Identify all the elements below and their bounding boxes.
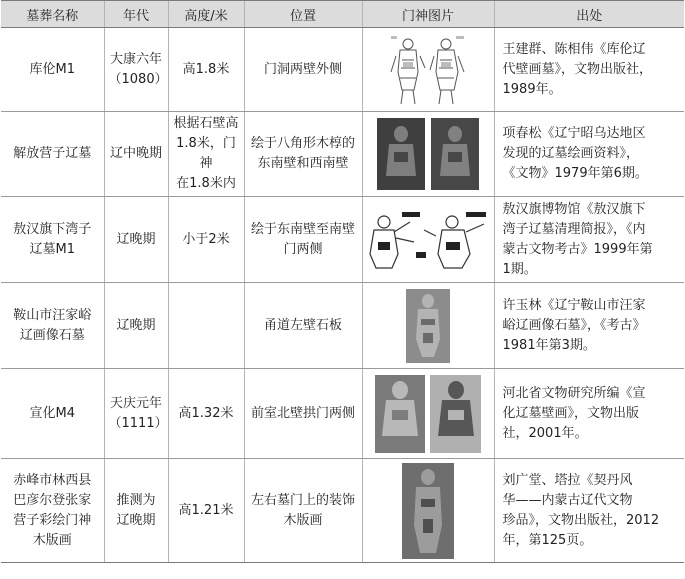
cell-height: 小于2米 xyxy=(168,197,244,283)
cell-period: 辽晚期 xyxy=(104,197,168,283)
table-row xyxy=(1,459,684,563)
header-source: 出处 xyxy=(494,1,684,28)
header-tomb-name: 墓葬名称 xyxy=(1,1,104,28)
cell-source: 河北省文物研究所编《宣 化辽墓壁画》，文物出版 社，2001年。 xyxy=(494,369,684,459)
header-period: 年代 xyxy=(104,1,168,28)
cell-tomb-name: 敖汉旗下湾子 辽墓M1 xyxy=(1,197,104,283)
header-height: 高度/米 xyxy=(168,1,244,28)
cell-source: 许玉林《辽宁鞍山市汪家 峪辽画像石墓》，《考古》 1981年第3期。 xyxy=(494,283,684,369)
door-god-line-drawing-image xyxy=(366,208,490,272)
table-row xyxy=(1,283,684,369)
cell-door-god-image xyxy=(362,197,494,283)
cell-door-god-image xyxy=(362,112,494,197)
cell-location: 前室北壁拱门两侧 xyxy=(244,369,362,459)
cell-door-god-image xyxy=(362,459,494,563)
cell-tomb-name: 库伦M1 xyxy=(1,28,104,112)
table-row xyxy=(1,112,684,197)
cell-door-god-image xyxy=(362,369,494,459)
cell-period: 推测为 辽晚期 xyxy=(104,459,168,563)
cell-tomb-name: 宣化M4 xyxy=(1,369,104,459)
door-god-woodblock-image xyxy=(402,463,454,559)
cell-location: 甬道左壁石板 xyxy=(244,283,362,369)
door-god-line-drawing-image xyxy=(388,32,468,108)
table-row xyxy=(1,369,684,459)
cell-period: 大康六年 （1080） xyxy=(104,28,168,112)
door-god-mural-photo-image xyxy=(376,116,480,192)
cell-door-god-image xyxy=(362,28,494,112)
door-god-stone-relief-image xyxy=(406,289,450,363)
cell-source: 项春松《辽宁昭乌达地区 发现的辽墓绘画资料》， 《文物》1979年第6期。 xyxy=(494,112,684,197)
header-location: 位置 xyxy=(244,1,362,28)
cell-source: 王建群、陈相伟《库伦辽 代壁画墓》，文物出版社， 1989年。 xyxy=(494,28,684,112)
header-door-god-image: 门神图片 xyxy=(362,1,494,28)
cell-period: 天庆元年 （1111） xyxy=(104,369,168,459)
cell-height: 高1.8米 xyxy=(168,28,244,112)
cell-source: 敖汉旗博物馆《敖汉旗下 湾子辽墓清理简报》，《内 蒙古文物考古》1999年第 1期。 xyxy=(494,197,684,283)
cell-location: 绘于东南壁至南壁 门两侧 xyxy=(244,197,362,283)
cell-source: 刘广堂、塔拉《契丹风 华——内蒙古辽代文物 珍品》，文物出版社，2012 年，第125页。 xyxy=(494,459,684,563)
tomb-door-god-table xyxy=(1,0,684,563)
table-row xyxy=(1,197,684,283)
cell-period: 辽晚期 xyxy=(104,283,168,369)
cell-tomb-name: 解放营子辽墓 xyxy=(1,112,104,197)
cell-tomb-name: 鞍山市汪家峪 辽画像石墓 xyxy=(1,283,104,369)
table-row xyxy=(1,28,684,112)
cell-door-god-image xyxy=(362,283,494,369)
cell-location: 绘于八角形木椁的 东南壁和西南壁 xyxy=(244,112,362,197)
cell-height xyxy=(168,283,244,369)
table-header-row xyxy=(1,1,684,28)
cell-tomb-name: 赤峰市林西县 巴彦尔登张家 营子彩绘门神 木版画 xyxy=(1,459,104,563)
cell-height: 高1.32米 xyxy=(168,369,244,459)
cell-period: 辽中晚期 xyxy=(104,112,168,197)
cell-location: 门洞两壁外侧 xyxy=(244,28,362,112)
door-god-mural-photo-image xyxy=(374,374,482,454)
cell-location: 左右墓门上的装饰 木版画 xyxy=(244,459,362,563)
cell-height: 高1.21米 xyxy=(168,459,244,563)
cell-height: 根据石壁高 1.8米，门神 在1.8米内 xyxy=(168,112,244,197)
